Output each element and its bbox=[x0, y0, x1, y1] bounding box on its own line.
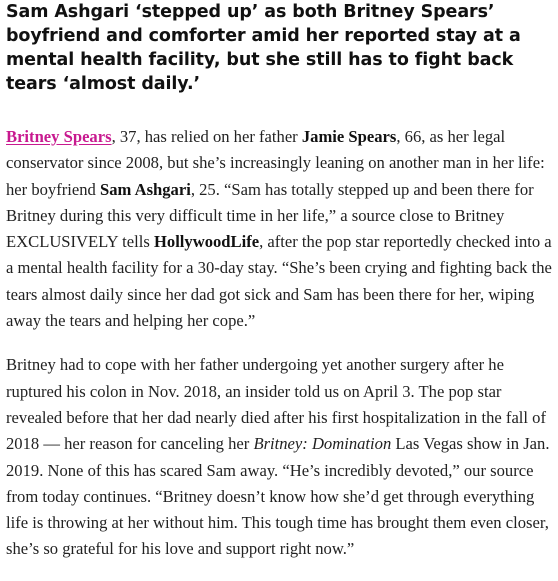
paragraph-2-text-1: Britney had to cope with her father undergoing yet another surgery after he ruptured his colon in Nov. 2018, an insider told us on April 3. The pop star revealed before that her dad nearly died after his first hospitalization in the fall of 2018 — her reason for canceling her bbox=[6, 355, 547, 454]
paragraph-2-text-2: Las Vegas show in Jan. 2019. None of this has scared Sam away. “He’s incredibly devoted,” our source from today continues. “Britney doesn’t know how she’d get through everything life is throwing at her without him. This tough time has brought them even closer, she’s so grateful for his love and support right now.” bbox=[6, 434, 550, 559]
sam-ashgari-name: Sam Ashgari bbox=[100, 179, 191, 199]
article-subheading: Sam Ashgari ‘stepped up’ as both Britney Spears’ boyfriend and comforter amid her reported stay at a mental health facility, but she still has to fight back tears ‘almost daily.’ bbox=[6, 2, 521, 94]
paragraph-1-text-1: , 37, has relied on her father bbox=[111, 127, 302, 146]
hollywoodlife-name: HollywoodLife bbox=[153, 232, 260, 252]
show-title: Britney: Domination bbox=[253, 434, 392, 454]
jamie-spears-name: Jamie Spears bbox=[301, 127, 397, 146]
paragraph-1-text-3: , 25. “Sam has totally stepped up and been there for Britney during this very difficult time in her life,” a source close to Britney EXCLUSIVELY tells bbox=[6, 179, 534, 252]
paragraph-2 bbox=[6, 352, 556, 562]
paragraph-1 bbox=[6, 124, 556, 334]
britney-spears-link[interactable]: Britney Spears bbox=[6, 127, 112, 146]
paragraph-1-text-4: , after the pop star reportedly checked into a a mental health facility for a 30-day stay. “She’s been crying and fighting back the tears almost daily since her dad got sick and Sam has been there for her, wiping away the tears and helping her cope.” bbox=[6, 232, 552, 331]
article-body bbox=[6, 0, 556, 581]
paragraph-1-text-2: , 66, as her legal conservator since 2008, but she’s increasingly leaning on another man in her life: her boyfriend bbox=[6, 127, 545, 199]
